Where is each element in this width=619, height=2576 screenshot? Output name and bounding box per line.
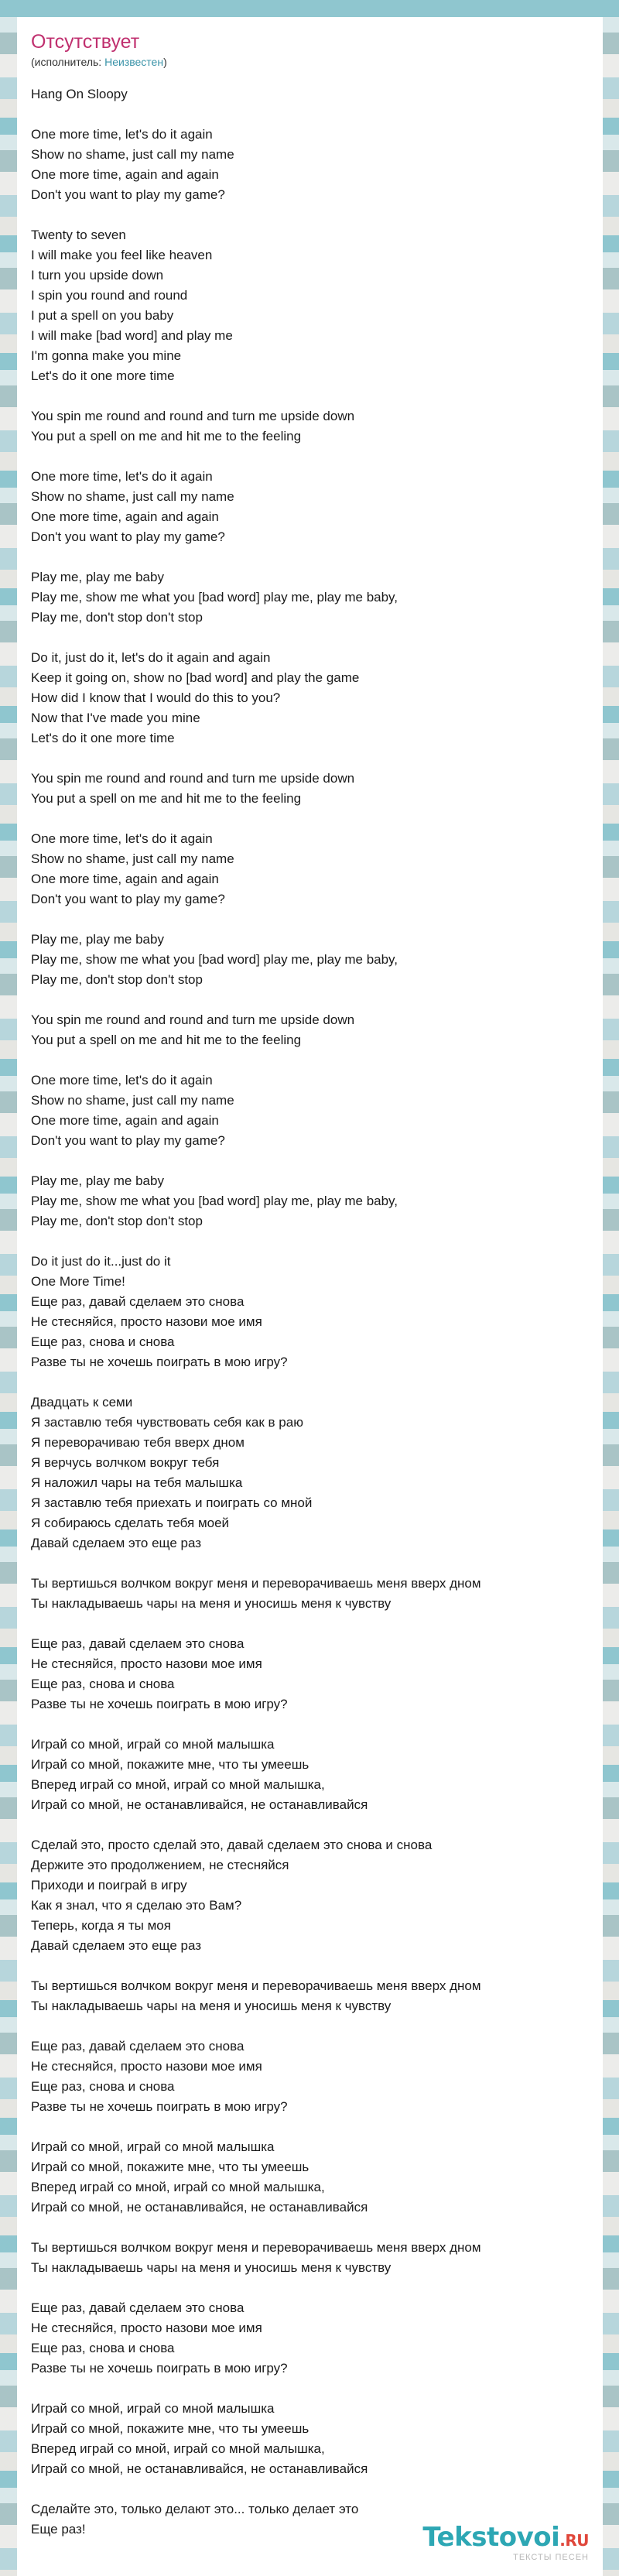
- lyric-line: I spin you round and round: [31, 288, 188, 303]
- lyric-line: Не стесняйся, просто назови мое имя: [31, 1314, 262, 1329]
- lyric-line: You put a spell on me and hit me to the feeling: [31, 1033, 302, 1047]
- lyric-line: I put a spell on you baby: [31, 308, 174, 323]
- lyric-line: I will make [bad word] and play me: [31, 328, 233, 343]
- lyric-line: Я собираюсь сделать тебя моей: [31, 1516, 230, 1530]
- lyrics-stanza: [31, 125, 589, 205]
- lyric-line: Play me, play me baby: [31, 932, 164, 947]
- artist-prefix: (исполнитель:: [31, 56, 105, 68]
- lyric-line: Держите это продолжением, не стесняйся: [31, 1858, 289, 1872]
- lyrics-stanza: [31, 1735, 589, 1815]
- lyrics-stanza: [31, 829, 589, 909]
- lyrics-stanza: [31, 567, 589, 628]
- lyric-line: One More Time!: [31, 1274, 125, 1289]
- lyric-line: Играй со мной, играй со мной малышка: [31, 2401, 275, 2416]
- lyric-line: Я переворачиваю тебя вверх дном: [31, 1435, 245, 1450]
- lyric-line: Ты вертишься волчком вокруг меня и переворачиваешь меня вверх дном: [31, 1576, 481, 1591]
- lyric-line: Еще раз, снова и снова: [31, 2341, 175, 2355]
- lyric-line: Играй со мной, покажите мне, что ты умеешь: [31, 1757, 310, 1772]
- lyric-line: I turn you upside down: [31, 268, 164, 283]
- lyrics-stanza: [31, 1171, 589, 1231]
- lyric-line: One more time, again and again: [31, 1113, 219, 1128]
- lyrics-stanza: [31, 1252, 589, 1372]
- logo-main-text: Tekstovoi: [422, 2522, 560, 2553]
- artist-link[interactable]: Неизвестен: [104, 56, 164, 68]
- lyric-line: One more time, let's do it again: [31, 1073, 213, 1088]
- lyric-line: Ты накладываешь чары на меня и уносишь меня к чувству: [31, 2260, 392, 2275]
- lyrics-stanza: [31, 1392, 589, 1553]
- lyrics-stanza: [31, 1574, 589, 1614]
- lyrics-stanza: [31, 406, 589, 447]
- lyric-line: Не стесняйся, просто назови мое имя: [31, 2059, 262, 2074]
- lyric-line: I'm gonna make you mine: [31, 348, 182, 363]
- lyric-line: Сделайте это, только делают это... только делает это: [31, 2502, 359, 2516]
- lyrics-stanza: [31, 225, 589, 386]
- artist-suffix: ): [163, 56, 167, 68]
- lyric-line: Еще раз, давай сделаем это снова: [31, 1294, 245, 1309]
- lyric-line: Play me, don't stop don't stop: [31, 972, 203, 987]
- lyric-line: You spin me round and round and turn me upside down: [31, 1012, 355, 1027]
- lyric-line: One more time, again and again: [31, 509, 219, 524]
- lyric-line: Сделай это, просто сделай это, давай сделаем это снова и снова: [31, 1838, 433, 1852]
- lyric-line: Играй со мной, играй со мной малышка: [31, 2139, 275, 2154]
- site-logo[interactable]: [422, 2523, 589, 2562]
- lyric-line: One more time, again and again: [31, 872, 219, 886]
- lyrics-stanza: [31, 84, 589, 104]
- lyric-line: Еще раз, давай сделаем это снова: [31, 1636, 245, 1651]
- lyrics-stanza: [31, 930, 589, 990]
- lyric-line: Let's do it one more time: [31, 368, 175, 383]
- lyric-line: Я заставлю тебя чувствовать себя как в раю: [31, 1415, 303, 1430]
- lyric-line: Как я знал, что я сделаю это Вам?: [31, 1898, 242, 1913]
- lyric-line: Play me, show me what you [bad word] play me, play me baby,: [31, 952, 398, 967]
- logo-wordmark: [422, 2523, 589, 2554]
- lyrics-stanza: [31, 1634, 589, 1714]
- lyric-line: Я верчусь волчком вокруг тебя: [31, 1455, 220, 1470]
- lyrics-stanza: [31, 1010, 589, 1050]
- lyric-line: Hang On Sloopy: [31, 87, 128, 101]
- lyrics-stanza: [31, 1976, 589, 2016]
- lyric-line: One more time, again and again: [31, 167, 219, 182]
- lyrics-stanza: [31, 769, 589, 809]
- lyric-line: Don't you want to play my game?: [31, 187, 225, 202]
- lyric-line: Keep it going on, show no [bad word] and play the game: [31, 670, 360, 685]
- lyric-line: Ты вертишься волчком вокруг меня и переворачиваешь меня вверх дном: [31, 1978, 481, 1993]
- lyric-line: You put a spell on me and hit me to the feeling: [31, 429, 302, 444]
- lyrics-stanza: [31, 2399, 589, 2479]
- lyric-line: Разве ты не хочешь поиграть в мою игру?: [31, 2099, 288, 2114]
- lyric-line: Давай сделаем это еще раз: [31, 1536, 202, 1550]
- lyric-line: Еще раз!: [31, 2522, 86, 2537]
- lyric-line: Show no shame, just call my name: [31, 1093, 234, 1108]
- lyric-line: Играй со мной, покажите мне, что ты умеешь: [31, 2421, 310, 2436]
- lyric-line: Вперед играй со мной, играй со мной малышка,: [31, 2441, 325, 2456]
- lyric-line: You spin me round and round and turn me upside down: [31, 409, 355, 423]
- lyric-line: Let's do it one more time: [31, 731, 175, 745]
- lyric-line: Show no shame, just call my name: [31, 851, 234, 866]
- lyric-line: One more time, let's do it again: [31, 831, 213, 846]
- lyric-line: One more time, let's do it again: [31, 469, 213, 484]
- lyrics-stanza: [31, 2298, 589, 2379]
- logo-domain: .RU: [559, 2531, 589, 2550]
- lyric-line: Don't you want to play my game?: [31, 529, 225, 544]
- lyric-line: Play me, show me what you [bad word] play me, play me baby,: [31, 1194, 398, 1208]
- lyric-line: Играй со мной, не останавливайся, не останавливайся: [31, 2461, 368, 2476]
- lyric-line: Двадцать к семи: [31, 1395, 133, 1410]
- lyric-line: Ты накладываешь чары на меня и уносишь меня к чувству: [31, 1999, 392, 2013]
- lyric-line: Я заставлю тебя приехать и поиграть со мной: [31, 1495, 313, 1510]
- lyric-line: Теперь, когда я ты моя: [31, 1918, 171, 1933]
- lyric-line: Do it just do it...just do it: [31, 1254, 171, 1269]
- lyric-line: You put a spell on me and hit me to the feeling: [31, 791, 302, 806]
- lyric-line: Играй со мной, не останавливайся, не останавливайся: [31, 2200, 368, 2215]
- lyric-line: One more time, let's do it again: [31, 127, 213, 142]
- lyric-line: How did I know that I would do this to you?: [31, 690, 281, 705]
- lyric-line: Don't you want to play my game?: [31, 892, 225, 906]
- lyric-line: Играй со мной, играй со мной малышка: [31, 1737, 275, 1752]
- lyric-line: Show no shame, just call my name: [31, 147, 234, 162]
- lyric-line: Не стесняйся, просто назови мое имя: [31, 1656, 262, 1671]
- lyric-line: Twenty to seven: [31, 228, 126, 242]
- lyric-line: Играй со мной, покажите мне, что ты умеешь: [31, 2160, 310, 2174]
- lyric-line: Разве ты не хочешь поиграть в мою игру?: [31, 1697, 288, 1711]
- song-title: Отсутствует: [31, 31, 140, 53]
- lyrics-stanza: [31, 2137, 589, 2218]
- lyric-line: Ты накладываешь чары на меня и уносишь меня к чувству: [31, 1596, 392, 1611]
- lyric-line: Разве ты не хочешь поиграть в мою игру?: [31, 2361, 288, 2376]
- lyric-line: Play me, play me baby: [31, 570, 164, 584]
- lyric-line: Play me, don't stop don't stop: [31, 610, 203, 625]
- lyric-line: Не стесняйся, просто назови мое имя: [31, 2321, 262, 2335]
- lyrics-stanza: [31, 1835, 589, 1956]
- lyrics-stanza: [31, 648, 589, 748]
- lyric-line: Еще раз, снова и снова: [31, 1334, 175, 1349]
- lyric-line: Приходи и поиграй в игру: [31, 1878, 187, 1893]
- lyric-line: Еще раз, снова и снова: [31, 2079, 175, 2094]
- lyric-line: I will make you feel like heaven: [31, 248, 213, 262]
- lyric-line: Play me, don't stop don't stop: [31, 1214, 203, 1228]
- lyric-line: Разве ты не хочешь поиграть в мою игру?: [31, 1355, 288, 1369]
- artist-line: [31, 55, 589, 69]
- lyrics-stanza: [31, 1070, 589, 1151]
- lyric-line: Do it, just do it, let's do it again and again: [31, 650, 271, 665]
- lyric-line: Играй со мной, не останавливайся, не останавливайся: [31, 1797, 368, 1812]
- lyric-line: Ты вертишься волчком вокруг меня и переворачиваешь меня вверх дном: [31, 2240, 481, 2255]
- lyrics-body: [31, 84, 589, 2540]
- lyric-line: Show no shame, just call my name: [31, 489, 234, 504]
- lyric-line: Я наложил чары на тебя малышка: [31, 1475, 243, 1490]
- lyrics-stanza: [31, 2036, 589, 2117]
- lyric-line: Play me, show me what you [bad word] play me, play me baby,: [31, 590, 398, 605]
- lyric-line: Еще раз, давай сделаем это снова: [31, 2039, 245, 2054]
- lyric-line: Play me, play me baby: [31, 1173, 164, 1188]
- lyric-line: Еще раз, давай сделаем это снова: [31, 2300, 245, 2315]
- lyrics-stanza: [31, 2238, 589, 2278]
- lyric-line: Don't you want to play my game?: [31, 1133, 225, 1148]
- lyric-line: Давай сделаем это еще раз: [31, 1938, 202, 1953]
- lyrics-stanza: [31, 467, 589, 547]
- lyric-line: Now that I've made you mine: [31, 711, 200, 725]
- lyric-line: Вперед играй со мной, играй со мной малышка,: [31, 1777, 325, 1792]
- lyric-line: Еще раз, снова и снова: [31, 1677, 175, 1691]
- lyrics-page: [17, 17, 603, 2576]
- lyric-line: You spin me round and round and turn me upside down: [31, 771, 355, 786]
- lyric-line: Вперед играй со мной, играй со мной малышка,: [31, 2180, 325, 2194]
- logo-tagline: ТЕКСТЫ ПЕСЕН: [513, 2553, 589, 2562]
